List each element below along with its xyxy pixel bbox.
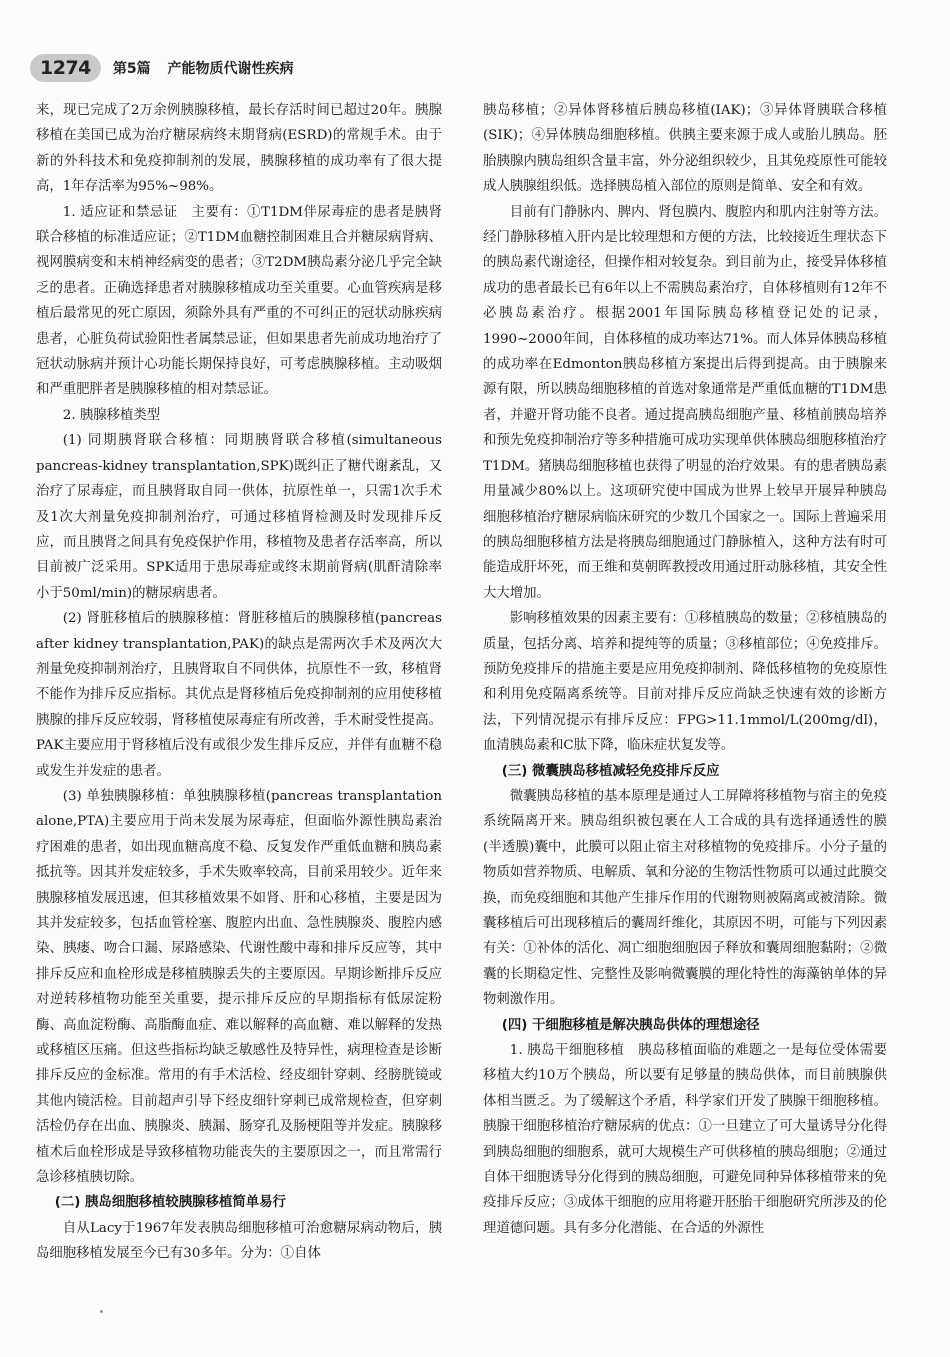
paragraph: 目前有门静脉内、脾内、肾包膜内、腹腔内和肌内注射等方法。经门静脉移植入肝内是比较理想和方便的方法，比较接近生理状态下的胰岛素代谢途径，但操作相对较复杂。到目前为止，接受异体移植成功的患者最长已有6年以上不需胰岛素治疗，自体移植则有12年不必胰岛素治疗。根据2001年国际胰岛移植登记处的记录，1990~2000年间，自体移植的成功率达71%。而人体异体胰岛移植的成功率在Edmonton胰岛移植方案提出后得到提高。由于胰腺来源有限，所以胰岛细胞移植的首选对象通常是严重低血糖的T1DM患者，并避开肾功能不良者。通过提高胰岛细胞产量、移植前胰岛培养和预先免疫抑制治疗等多种措施可成功实现单供体胰岛细胞移植治疗T1DM。猪胰岛细胞移植也获得了明显的治疗效果。有的患者胰岛素用量减少80%以上。这项研究使中国成为世界上较早开展异种胰岛细胞移植治疗糖尿病临床研究的少数几个国家之一。国际上普遍采用的胰岛细胞移植方法是将胰岛细胞通过门静脉植入，这种方法有时可能造成肝坏死，而王维和莫朝晖教授改用通过肝动脉移植，其安全性大大增加。 [483,204,887,601]
paragraph: (1) 同期胰肾联合移植：同期胰肾联合移植(simultaneous pancreas-kidney transplantation,SPK)既纠正了糖代谢紊乱，又治疗了尿毒症，而且胰肾取自同一供体，抗原性单一，只需1次手术及1次大剂量免疫抑制剂治疗，可通过移植肾检测及时发现排斥反应，而且胰肾之间具有免疫保护作用，移植物及患者存活率高，所以目前被广泛采用。SPK适用于患尿毒症或终末期前肾病(肌酐清除率小于50ml/min)的糖尿病患者。 [36,433,442,601]
paragraph: 1. 胰岛干细胞移植 胰岛移植面临的难题之一是每位受体需要移植大约10万个胰岛，所以要有足够量的胰岛供体，而目前胰腺供体相当匮乏。为了缓解这个矛盾，科学家们开发了胰腺干细胞移植。胰腺干细胞移植治疗糖尿病的优点：①一旦建立了可大量诱导分化得到胰岛细胞的细胞系，就可大规模生产可供移植的胰岛细胞；②通过自体干细胞诱导分化得到的胰岛细胞，可避免同种异体移植带来的免疫排斥反应；③成体干细胞的应用将避开胚胎干细胞研究所涉及的伦理道德问题。具有多分化潜能、在合适的外源性 [483,1043,887,1236]
subheading: 2. 胰腺移植类型 [62,407,161,423]
part-label: 第5篇 [112,61,151,77]
header-title [113,58,306,78]
page-number: 1274 [30,54,101,82]
paragraph: 微囊胰岛移植的基本原理是通过人工屏障将移植物与宿主的免疫系统隔离开来。胰岛组织被包裹在人工合成的具有选择通透性的膜(半透膜)囊中，此膜可以阻止宿主对移植物的免疫排斥。小分子量的物质如营养物质、电解质、氧和分泌的生物活性物质可以通过此膜交换，而免疫细胞和其他产生排斥作用的代谢物则被隔离或被清除。微囊移植后可出现移植后的囊周纤维化，其原因不明，可能与下列因素有关：①补体的活化、凋亡细胞细胞因子释放和囊周细胞黏附；②微囊的长期稳定性、完整性及影响微囊膜的理化特性的海藻钠单体的异物刺激作用。 [483,788,887,1008]
section-heading: (三) 微囊胰岛移植减轻免疫排斥反应 [501,763,720,779]
scan-speck [100,1310,103,1313]
section-heading: (四) 干细胞移植是解决胰岛供体的理想途径 [501,1017,760,1033]
paragraph: 影响移植效果的因素主要有：①移植胰岛的数量；②移植胰岛的质量，包括分离、培养和提纯等的质量；③移植部位；④免疫排斥。预防免疫排斥的措施主要是应用免疫抑制剂、降低移植物的免疫原性和利用免疫隔离系统等。目前对排斥反应尚缺乏快速有效的诊断方法，下列情况提示有排斥反应：FPG>11.1mmol/L(200mg/dl)，血清胰岛素和C肽下降，临床症状复发等。 [483,611,887,754]
right-column [483,98,887,1241]
paragraph: (2) 肾脏移植后的胰腺移植：肾脏移植后的胰腺移植(pancreas after kidney transplantation,PAK)的缺点是需两次手术及两次大剂量免疫抑制剂治疗，且胰肾取自不同供体，抗原性不一致，移植肾不能作为排斥反应指标。其优点是肾移植后免疫抑制剂的应用使移植胰腺的排斥反应较弱，肾移植使尿毒症有所改善，手术耐受性提高。PAK主要应用于肾移植后没有或很少发生排斥反应，并伴有血糖不稳或发生并发症的患者。 [36,611,442,779]
paragraph: (3) 单独胰腺移植：单独胰腺移植(pancreas transplantation alone,PTA)主要应用于尚未发展为尿毒症，但面临外源性胰岛素治疗困难的患者，如出现血糖高度不稳、反复发作严重低血糖和胰岛素抵抗等。因其并发症较多，手术失败率较高，目前采用较少。近年来胰腺移植发展迅速，但其移植效果不如肾、肝和心移植，主要是因为其并发症较多，包括血管栓塞、腹腔内出血、急性胰腺炎、腹腔内感染、胰瘘、吻合口漏、尿路感染、代谢性酸中毒和排斥反应等，其中排斥反应和血栓形成是移植胰腺丢失的主要原因。早期诊断排斥反应对逆转移植物功能至关重要，提示排斥反应的早期指标有低尿淀粉酶、高血淀粉酶、高脂酶血症、难以解释的高血糖、难以解释的发热或移植区压痛。但这些指标均缺乏敏感性及特异性，病理检查是诊断排斥反应的金标准。常用的有手术活检、经皮细针穿刺、经膀胱镜或其他内镜活检。目前超声引导下经皮细针穿刺已成常规检查，但穿刺活检仍存在出血、胰腺炎、胰漏、肠穿孔及肠梗阻等并发症。胰腺移植术后血栓形成是导致移植物功能丧失的主要原因之一，而且常需行急诊移植胰切除。 [36,788,442,1186]
section-heading: (二) 胰岛细胞移植较胰腺移植简单易行 [54,1195,286,1211]
paragraph: 自从Lacy于1967年发表胰岛细胞移植可治愈糖尿病动物后，胰岛细胞移植发展至今已有30多年。分为：①自体 [36,1220,442,1262]
part-title: 产能物质代谢性疾病 [167,61,294,77]
running-header [30,52,920,84]
paragraph: 来，现已完成了2万余例胰腺移植，最长存活时间已超过20年。胰腺移植在美国已成为治疗糖尿病终末期肾病(ESRD)的常规手术。由于新的外科技术和免疫抑制剂的发展，胰腺移植的成功率有了很大提高，1年存活率为95%~98%。 [36,103,442,195]
paragraph: 1. 适应证和禁忌证 主要有：①T1DM伴尿毒症的患者是胰肾联合移植的标准适应证；②T1DM血糖控制困难且合并糖尿病肾病、视网膜病变和末梢神经病变的患者；③T2DM胰岛素分泌几乎完全缺乏的患者。正确选择患者对胰腺移植成功至关重要。心血管疾病是移植后最常见的死亡原因，须除外具有严重的不可纠正的冠状动脉疾病患者，心脏负荷试验阳性者属禁忌证，但如果患者先前成功地治疗了冠状动脉病并预计心功能长期保持良好，可考虑胰腺移植。主动吸烟和严重肥胖者是胰腺移植的相对禁忌证。 [36,204,442,398]
left-column [36,98,442,1267]
paragraph: 胰岛移植；②异体肾移植后胰岛移植(IAK)；③异体肾胰联合移植(SIK)；④异体胰岛细胞移植。供胰主要来源于成人或胎儿胰岛。胚胎胰腺内胰岛组织含量丰富，外分泌组织较少，且其免疫原性可能较成人胰腺组织低。选择胰岛植入部位的原则是简单、安全和有效。 [483,103,887,195]
